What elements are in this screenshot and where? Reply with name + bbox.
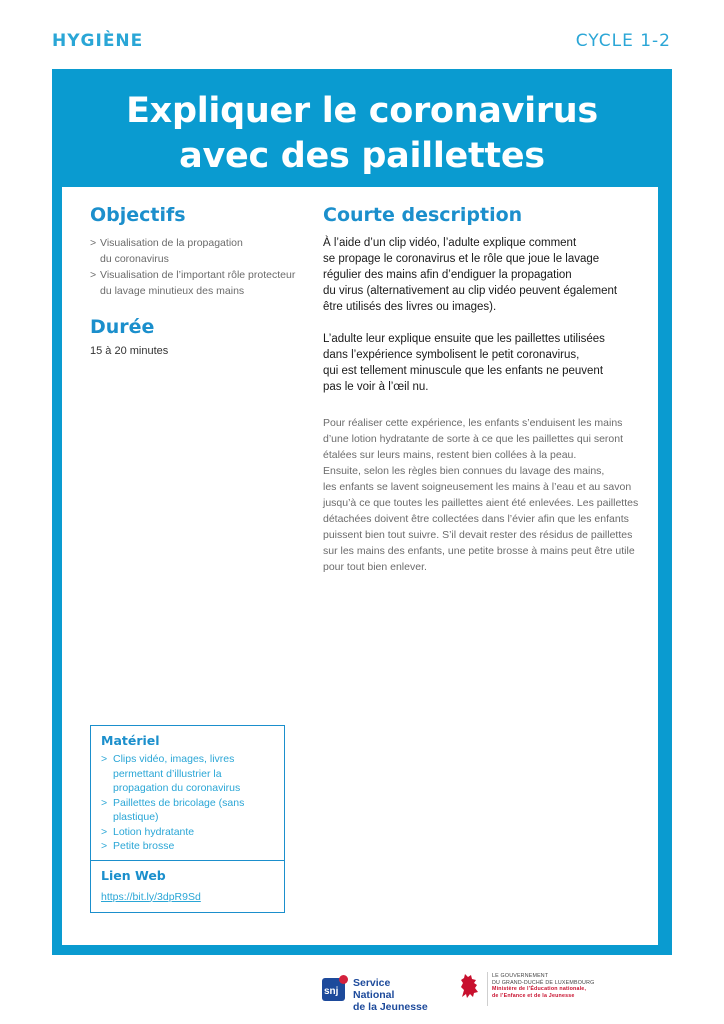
- text-line: du virus (alternativement au clip vidéo peuvent également: [323, 285, 618, 297]
- chevron-right-icon: >: [101, 753, 108, 765]
- text-line: qui est tellement minuscule que les enfants ne peuvent: [323, 365, 604, 377]
- chevron-right-icon: >: [101, 840, 108, 852]
- chevron-right-icon: >: [90, 237, 97, 249]
- list-item-line: permettant d’illustrier la: [113, 767, 222, 780]
- right-column: [323, 203, 643, 575]
- snj-name: [353, 977, 432, 1013]
- list-item-line: Clips vidéo, images, livres: [113, 753, 235, 765]
- list-item: [90, 235, 306, 267]
- materials-box: [90, 725, 285, 913]
- logo-divider: [487, 972, 488, 1006]
- gov-line: LE GOUVERNEMENT: [492, 973, 549, 979]
- chevron-right-icon: >: [101, 825, 108, 838]
- lien-web-section: [91, 860, 284, 912]
- text-line: d’une lotion hydratante de sorte à ce que les paillettes qui seront: [323, 433, 624, 445]
- description-paragraph-1: [323, 235, 643, 315]
- government-logo-block: [458, 970, 618, 1012]
- title-line: Expliquer le coronavirus: [126, 91, 598, 131]
- list-item: [101, 825, 274, 840]
- materiel-list: [101, 752, 274, 854]
- list-item-line: Petite brosse: [113, 840, 175, 852]
- list-item-line: Visualisation de l’important rôle protecteur: [100, 269, 296, 281]
- description-paragraph-3: [323, 415, 643, 575]
- duree-heading: Durée: [90, 316, 155, 338]
- text-line: se propage le coronavirus et le rôle que joue le lavage: [323, 253, 600, 265]
- text-line: détachées doivent être collectées dans l’évier afin que les enfants: [323, 513, 629, 525]
- title-line: avec des paillettes: [179, 136, 545, 176]
- list-item-line: Visualisation de la propagation: [100, 237, 243, 249]
- page-title: [52, 89, 672, 179]
- text-line: puissent bien tout suivre. S’il devait rester des résidus de paillettes: [323, 529, 633, 541]
- list-item: [101, 796, 274, 825]
- text-line: Ensuite, selon les règles bien connues du lavage des mains,: [323, 465, 605, 477]
- snj-logo-block: [322, 975, 432, 1013]
- snj-line: Service National: [353, 977, 395, 1001]
- text-line: pas le voir à l’œil nu.: [323, 381, 429, 393]
- list-item-line: Lotion hydratante: [113, 825, 195, 838]
- text-line: régulier des mains afin d’endiguer la propagation: [323, 269, 572, 281]
- description-paragraph-2: [323, 331, 643, 395]
- list-item-line: plastique): [113, 811, 159, 823]
- ministry-line: Ministère de l’Éducation nationale,: [492, 986, 587, 992]
- text-line: L’adulte leur explique ensuite que les paillettes utilisées: [323, 333, 605, 345]
- cycle-label: CYCLE 1-2: [575, 31, 671, 51]
- snj-logo: [322, 978, 345, 1001]
- snj-line: de la Jeunesse: [353, 1001, 428, 1013]
- list-item-line: du coronavirus: [100, 253, 169, 265]
- activity-card: [52, 69, 672, 955]
- duree-value: 15 à 20 minutes: [90, 345, 169, 357]
- content-panel: [62, 187, 658, 945]
- text-line: À l’aide d’un clip vidéo, l’adulte explique comment: [323, 237, 577, 249]
- text-line: les enfants se lavent soigneusement les mains à l’eau et au savon: [323, 481, 632, 493]
- list-item-line: Paillettes de bricolage (sans: [113, 796, 245, 809]
- list-item: [101, 752, 274, 796]
- snj-logo-mark: [322, 978, 345, 1001]
- text-line: Pour réaliser cette expérience, les enfants s’enduisent les mains: [323, 417, 623, 429]
- government-text: [492, 973, 594, 999]
- list-item: [90, 267, 306, 299]
- materiel-heading: Matériel: [101, 733, 160, 748]
- text-line: jusqu’à ce que toutes les paillettes aient été enlevées. Les paillettes: [323, 497, 639, 509]
- duree-section: [90, 315, 306, 359]
- description-heading: Courte description: [323, 204, 523, 226]
- luxembourg-lion-icon: [458, 972, 482, 1000]
- ministry-line: de l’Enfance et de la Jeunesse: [492, 992, 575, 999]
- list-item: [101, 839, 274, 854]
- lien-web-heading: Lien Web: [101, 867, 166, 883]
- objectifs-heading: Objectifs: [90, 204, 186, 226]
- materiel-section: [91, 726, 284, 860]
- objectifs-list: [90, 235, 306, 299]
- text-line: être utilisés des livres ou images).: [323, 301, 497, 313]
- chevron-right-icon: >: [90, 269, 97, 281]
- text-line: étalées sur leurs mains, restent bien collées à la peau.: [323, 449, 577, 461]
- category-label: HYGIÈNE: [52, 31, 144, 51]
- text-line: sur les mains des enfants, une petite brosse à mains peut être utile: [323, 545, 635, 557]
- list-item-line: du lavage minutieux des mains: [100, 285, 245, 297]
- text-line: dans l’expérience symbolisent le petit coronavirus,: [323, 349, 580, 361]
- web-link[interactable]: https://bit.ly/3dpR9Sd: [101, 890, 201, 903]
- chevron-right-icon: >: [101, 796, 108, 809]
- left-column: [90, 203, 306, 359]
- snj-logo-text: snj: [324, 986, 339, 997]
- list-item-line: propagation du coronavirus: [113, 782, 241, 794]
- gov-line: DU GRAND-DUCHÉ DE LUXEMBOURG: [492, 979, 595, 986]
- text-line: pour tout bien enlever.: [323, 561, 427, 573]
